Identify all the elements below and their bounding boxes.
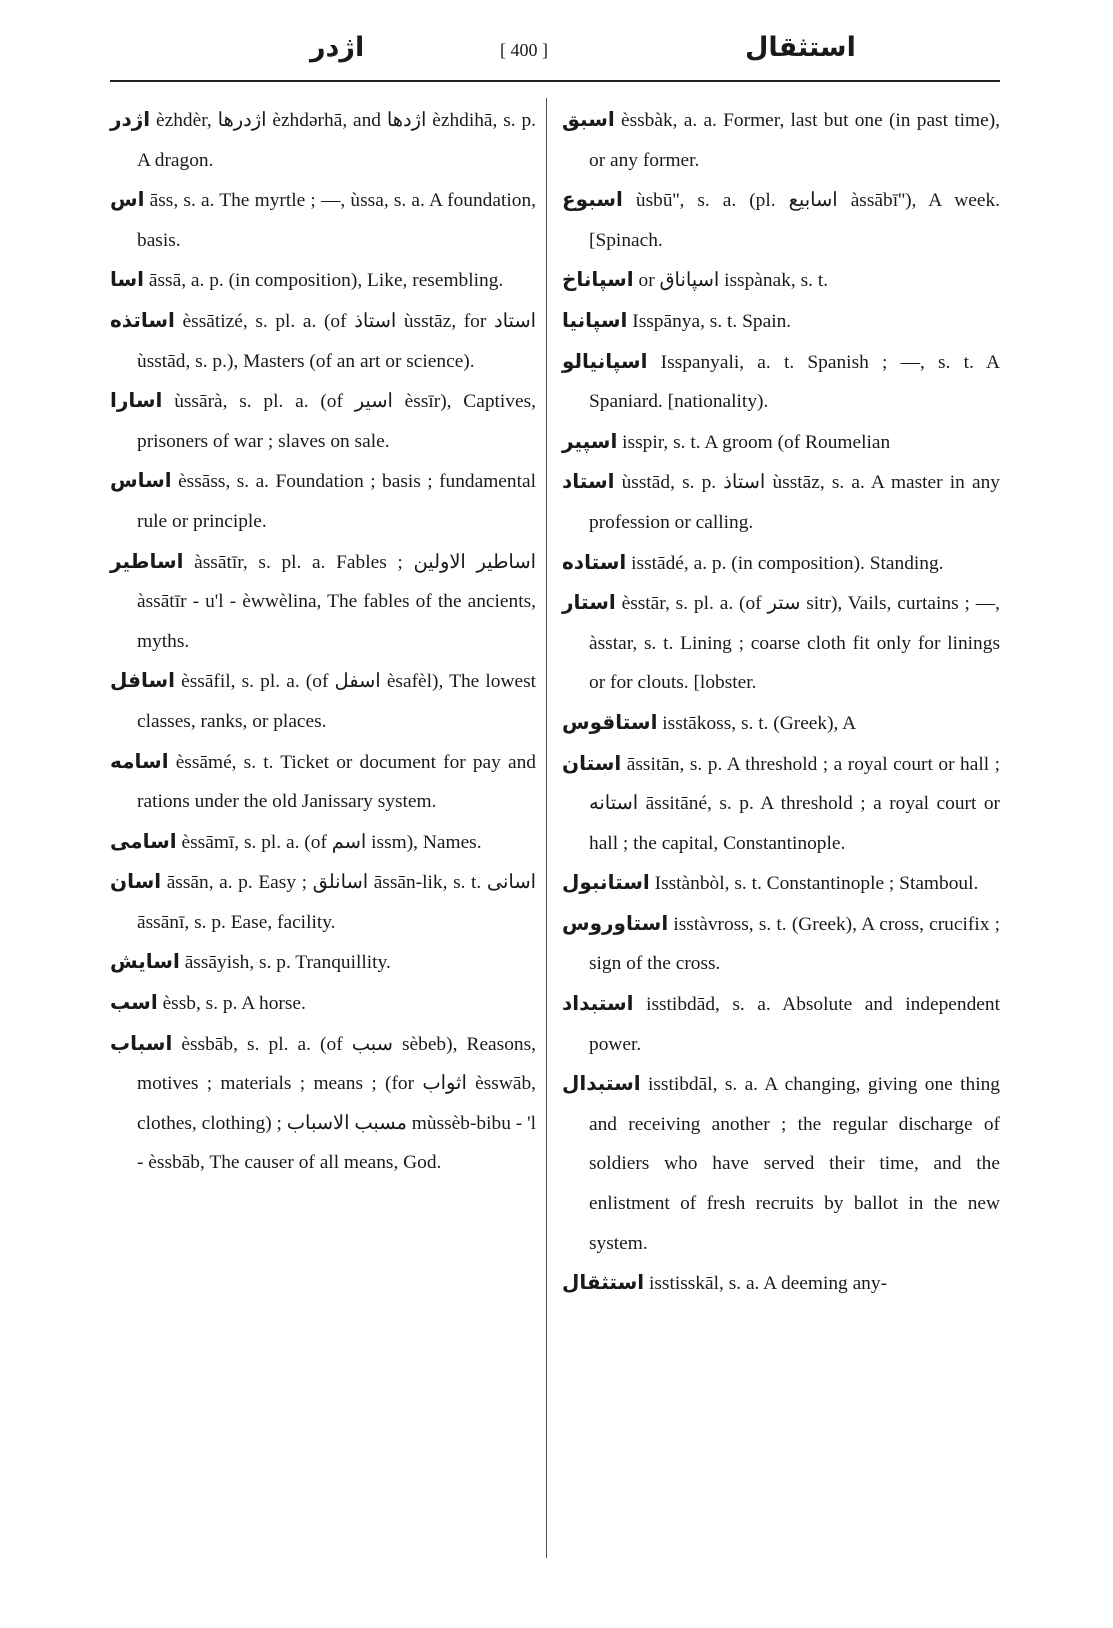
entry-text: èssāss, s. a. Foundation ; basis ; fundamental rule or principle. bbox=[137, 471, 536, 532]
entry-headword: اسافل bbox=[110, 668, 175, 693]
dictionary-entry bbox=[562, 1064, 1000, 1263]
entry-headword: استبدال bbox=[562, 1071, 641, 1096]
entry-text: āssā, a. p. (in composition), Like, resembling. bbox=[148, 270, 504, 292]
entry-text: ùsstād, s. p. استاذ ùsstāz, s. a. A master in any profession or calling. bbox=[589, 472, 1000, 533]
entry-headword: استاوروس bbox=[562, 910, 669, 935]
entry-text: èssbāb, s. pl. a. (of سبب sèbeb), Reasons, motives ; materials ; means ; (for اثواب èsswāb, clothes, clothing) ; مسبب الاسباب mùssèb-bibu - 'l - èssbāb, The causer of all means, God. bbox=[137, 1033, 537, 1174]
entry-text: èssb, s. p. A horse. bbox=[162, 993, 306, 1015]
entry-headword: اساس bbox=[110, 468, 172, 493]
entry-text: Isstànbòl, s. t. Constantinople ; Stamboul. bbox=[654, 873, 979, 895]
entry-text: isspir, s. t. A groom (of Roumelian bbox=[622, 431, 891, 453]
dictionary-entry bbox=[110, 461, 536, 541]
dictionary-entry bbox=[562, 260, 1000, 301]
entry-headword: اژدر bbox=[110, 107, 151, 131]
entry-headword: استاده bbox=[562, 549, 627, 574]
entry-text: āssitān, s. p. A threshold ; a royal court or hall ; استانه āssitāné, s. p. A threshold ; a royal court or hall ; the capital, Constantinople. bbox=[589, 753, 1000, 854]
dictionary-entry bbox=[110, 542, 536, 662]
entry-text: āss, s. a. The myrtle ; —, ùssa, s. a. A foundation, basis. bbox=[137, 190, 536, 251]
entry-text: èssāmé, s. t. Ticket or document for pay and rations under the old Janissary system. bbox=[137, 751, 536, 813]
column-divider bbox=[546, 98, 547, 1558]
entry-headword: استار bbox=[562, 590, 616, 615]
dictionary-entry bbox=[110, 983, 536, 1024]
dictionary-entry bbox=[110, 301, 536, 381]
entry-headword: اسپانیا bbox=[562, 307, 628, 332]
entry-headword: اسایش bbox=[110, 949, 180, 974]
entry-text: èzhdèr, اژدرها èzhdərhā, and اژدها èzhdihā, s. p. A dragon. bbox=[137, 110, 537, 171]
entry-text: ùsbū'', s. a. (pl. اسابیع àssābī''), A week. [Spinach. bbox=[589, 190, 1000, 251]
entry-headword: اسبق bbox=[562, 107, 615, 131]
dictionary-entry bbox=[110, 942, 536, 983]
entry-headword: اساتذه bbox=[110, 307, 175, 332]
entry-headword: استان bbox=[562, 750, 622, 775]
right-column bbox=[562, 100, 1000, 1304]
dictionary-entry bbox=[562, 984, 1000, 1064]
entry-text: àssātīr, s. pl. a. Fables ; اساطیر الاولین àssātīr - u'l - èwwèlina, The fables of the ancients, myths. bbox=[137, 551, 536, 652]
entry-text: isstàvross, s. t. (Greek), A cross, crucifix ; sign of the cross. bbox=[589, 913, 1000, 975]
dictionary-entry bbox=[562, 342, 1000, 422]
entry-headword: اسپانیالو bbox=[562, 348, 648, 373]
entry-headword: اسامی bbox=[110, 828, 177, 853]
dictionary-entry bbox=[110, 180, 536, 260]
entry-text: èssbàk, a. a. Former, last but one (in past time), or any former. bbox=[589, 110, 1000, 171]
entry-text: isstādé, a. p. (in composition). Standing. bbox=[631, 552, 944, 574]
entry-text: Isspānya, s. t. Spain. bbox=[632, 310, 792, 332]
entry-text: èssātizé, s. pl. a. (of استاذ ùsstāz, for استاد ùsstād, s. p.), Masters (of an art or science). bbox=[137, 310, 536, 372]
dictionary-entry bbox=[110, 1024, 536, 1183]
entry-headword: استاقوس bbox=[562, 709, 658, 734]
entry-headword: اسبوع bbox=[562, 187, 623, 212]
entry-headword: استاد bbox=[562, 469, 615, 494]
entry-text: isstibdāl, s. a. A changing, giving one thing and receiving another ; the regular discharge of soldiers who have served their time, and the enlistment of fresh recruits by ballot in the new system. bbox=[589, 1074, 1000, 1254]
dictionary-entry bbox=[562, 703, 1000, 744]
header-rule bbox=[110, 80, 1000, 82]
dictionary-entry bbox=[562, 301, 1000, 342]
dictionary-entry bbox=[110, 862, 536, 942]
entry-headword: استثقال bbox=[562, 1270, 645, 1295]
dictionary-entry bbox=[562, 744, 1000, 864]
entry-headword: اسارا bbox=[110, 388, 163, 413]
dictionary-entry bbox=[562, 462, 1000, 542]
entry-text: èssāfil, s. pl. a. (of اسفل èsafèl), The lowest classes, ranks, or places. bbox=[137, 671, 537, 732]
dictionary-entry bbox=[562, 1263, 1000, 1304]
entry-headword: اسپیر bbox=[562, 428, 618, 453]
entry-text: isstisskāl, s. a. A deeming any- bbox=[648, 1273, 888, 1295]
page-header bbox=[110, 32, 1000, 72]
entry-headword: استبداد bbox=[562, 991, 634, 1016]
dictionary-entry bbox=[110, 381, 536, 461]
entry-headword: اسا bbox=[110, 267, 145, 292]
dictionary-entry bbox=[562, 543, 1000, 584]
entry-headword: اسباب bbox=[110, 1030, 173, 1055]
entry-headword: اسپاناخ bbox=[562, 267, 634, 292]
dictionary-entry bbox=[110, 661, 536, 741]
dictionary-entry bbox=[110, 822, 536, 863]
dictionary-entry bbox=[110, 260, 536, 301]
dictionary-entry bbox=[562, 904, 1000, 984]
entry-headword: اسامه bbox=[110, 748, 169, 773]
left-column bbox=[110, 100, 536, 1183]
entry-headword: اس bbox=[110, 187, 145, 212]
dictionary-entry bbox=[562, 422, 1000, 463]
dictionary-entry bbox=[110, 100, 536, 180]
dictionary-entry bbox=[562, 100, 1000, 180]
entry-text: èssāmī, s. pl. a. (of اسم issm), Names. bbox=[181, 831, 482, 853]
entry-headword: اساطیر bbox=[110, 548, 184, 573]
entry-text: isstibdād, s. a. Absolute and independent power. bbox=[589, 994, 1000, 1055]
dictionary-entry bbox=[562, 863, 1000, 904]
entry-text: ùssārà, s. pl. a. (of اسیر èssīr), Captives, prisoners of war ; slaves on sale. bbox=[137, 391, 536, 452]
entry-text: isstākoss, s. t. (Greek), A bbox=[662, 712, 857, 734]
entry-text: āssān, a. p. Easy ; اسانلق āssān-lik, s. t. اسانی āssānī, s. p. Ease, facility. bbox=[137, 872, 536, 933]
entry-text: Isspanyali, a. t. Spanish ; —, s. t. A Spaniard. [nationality). bbox=[589, 351, 1000, 413]
dictionary-entry bbox=[562, 180, 1000, 260]
entry-headword: اسب bbox=[110, 990, 158, 1015]
header-left-word: اژدر bbox=[310, 32, 365, 63]
entry-text: èsstār, s. pl. a. (of ستر sitr), Vails, curtains ; —, àsstar, s. t. Lining ; coarse cloth fit only for linings or for clouts. [lobster. bbox=[589, 593, 1000, 694]
page-number: [ 400 ] bbox=[500, 40, 548, 60]
entry-text: or اسپاناق isspànak, s. t. bbox=[638, 270, 829, 292]
entry-headword: اسان bbox=[110, 869, 162, 894]
header-right-word: استثقال bbox=[745, 32, 856, 63]
entry-text: āssāyish, s. p. Tranquillity. bbox=[184, 952, 391, 974]
entry-headword: استانبول bbox=[562, 870, 650, 895]
dictionary-entry bbox=[562, 583, 1000, 703]
dictionary-entry bbox=[110, 742, 536, 822]
